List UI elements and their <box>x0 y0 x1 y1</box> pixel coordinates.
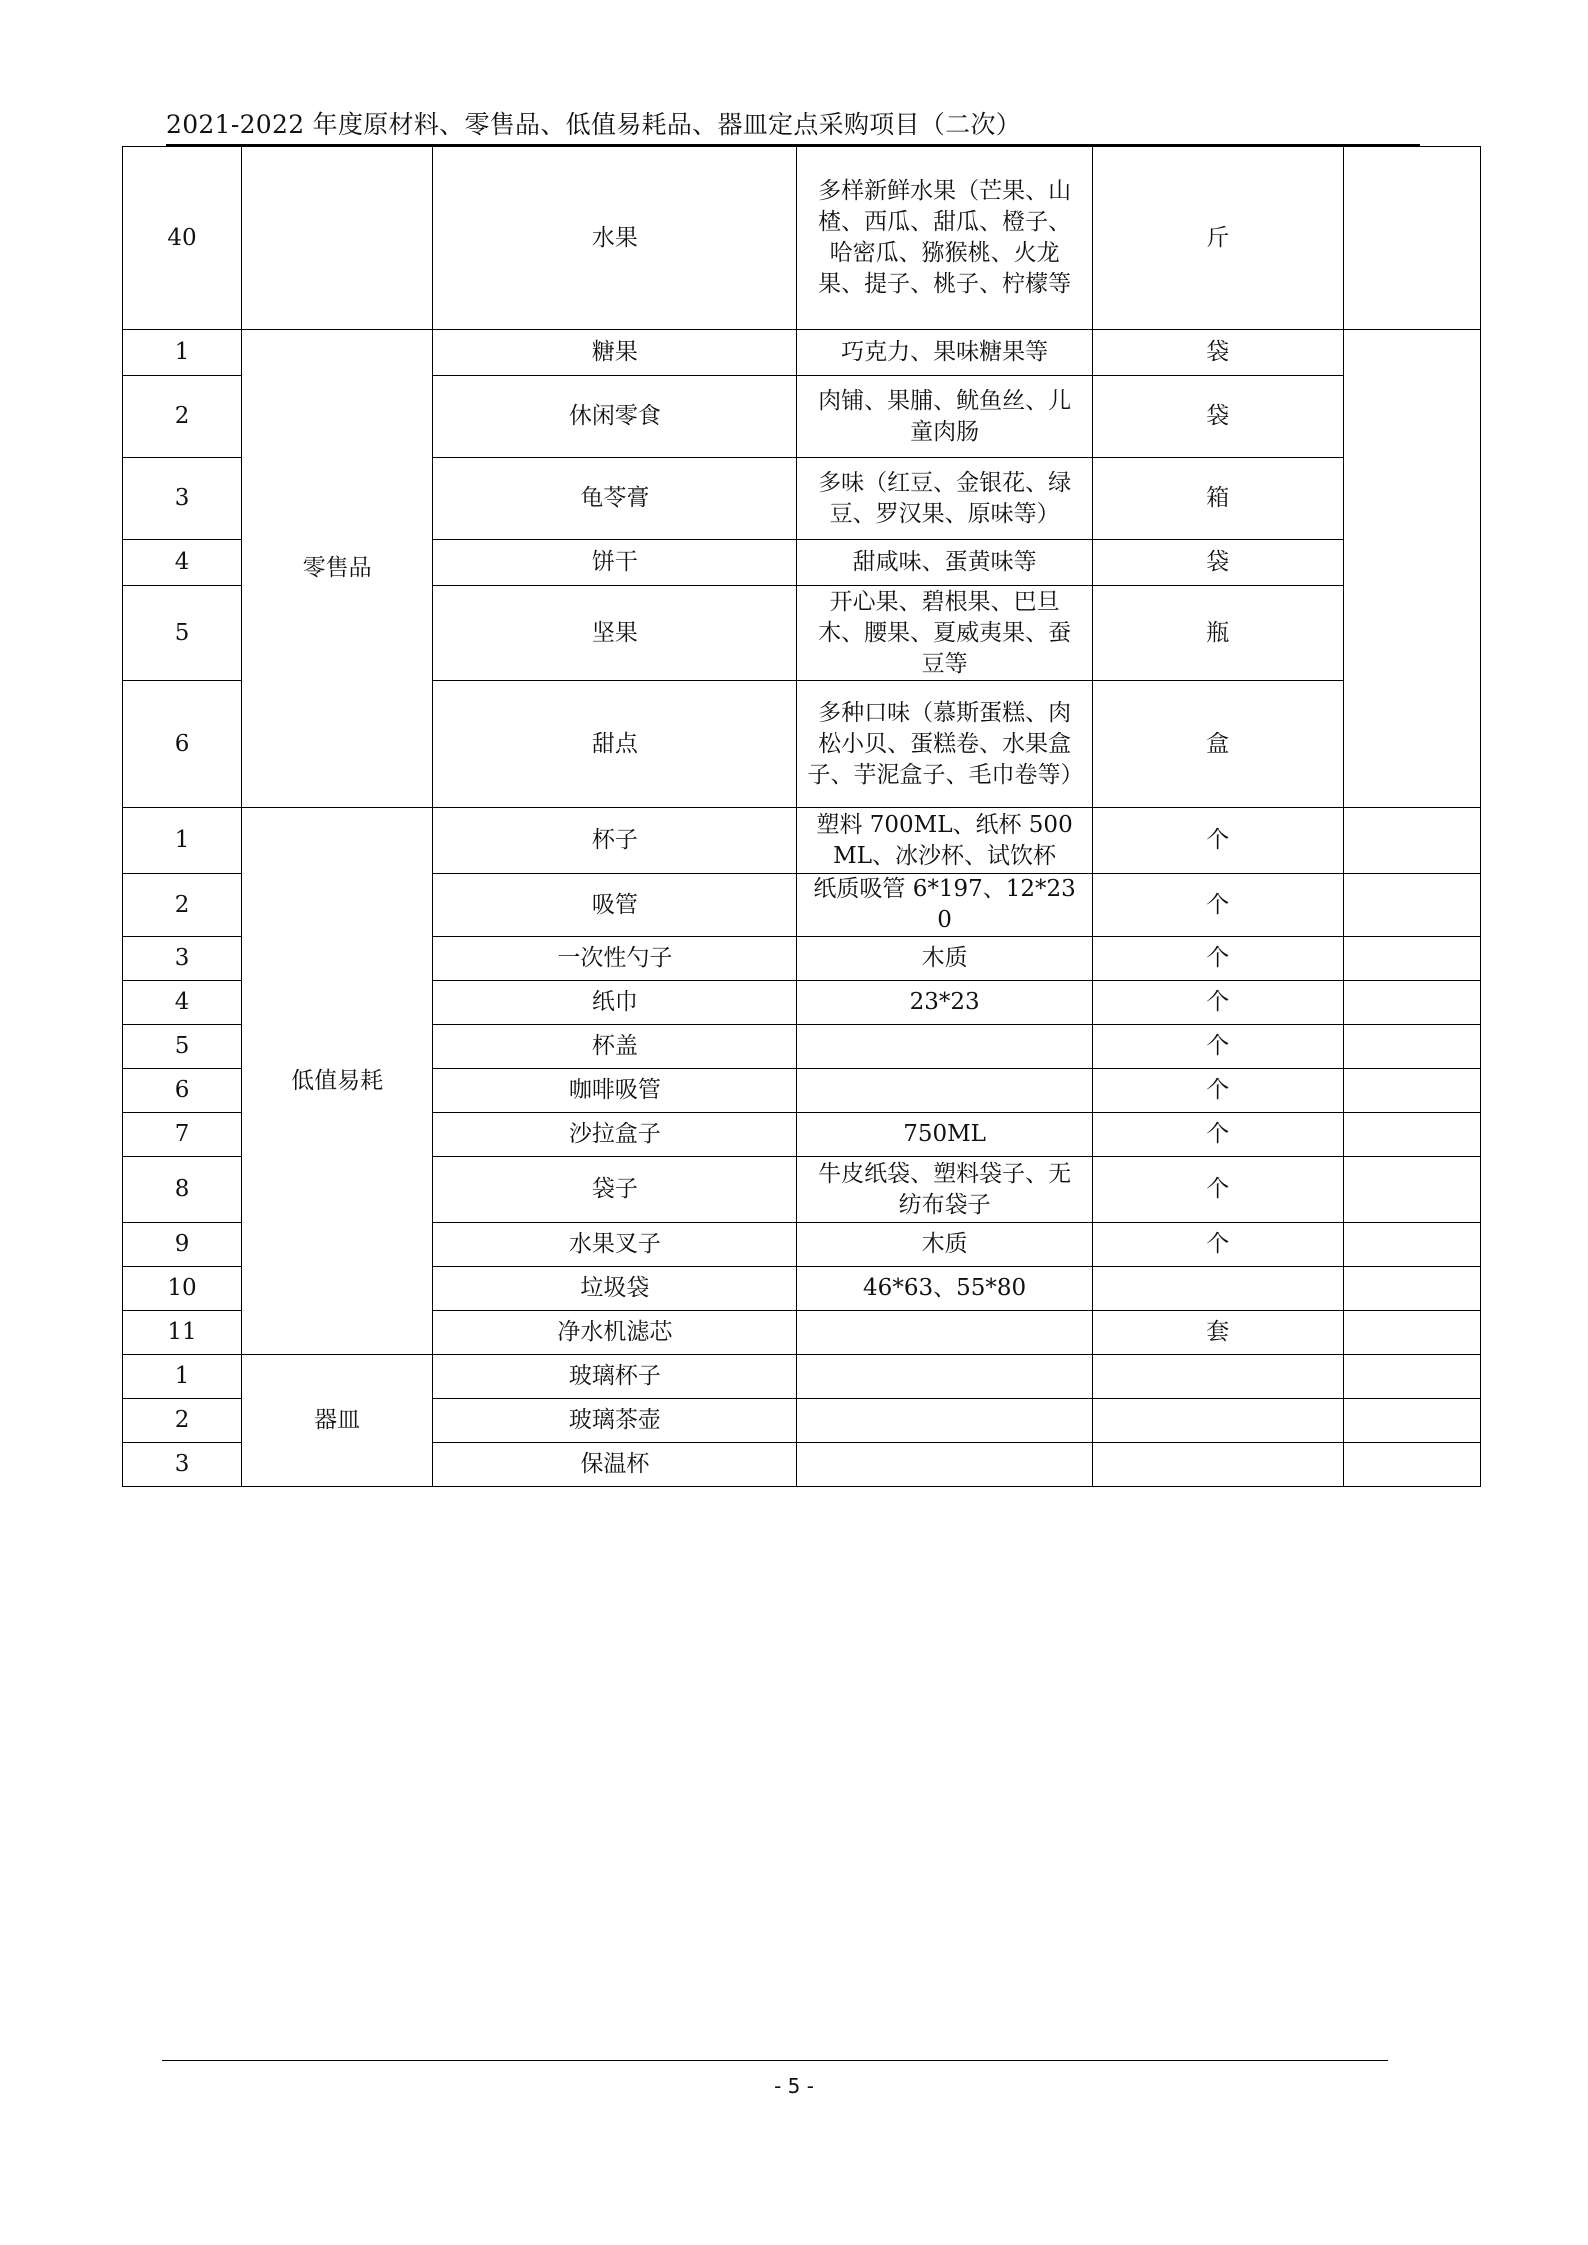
row-number: 9 <box>123 1223 242 1267</box>
table-row <box>123 330 1481 376</box>
item-unit: 个 <box>1092 1113 1343 1157</box>
extra-cell <box>1343 1157 1480 1223</box>
procurement-table <box>122 146 1481 1487</box>
extra-cell <box>1343 981 1480 1025</box>
row-number: 2 <box>123 874 242 937</box>
item-name: 水果叉子 <box>433 1223 797 1267</box>
row-number: 1 <box>123 330 242 376</box>
extra-cell <box>1343 808 1480 874</box>
row-number: 3 <box>123 458 242 540</box>
row-number: 2 <box>123 1399 242 1443</box>
page-number: - 5 - <box>774 2074 814 2098</box>
extra-cell <box>1343 1399 1480 1443</box>
category-consumables: 低值易耗 <box>242 808 433 1355</box>
item-unit: 个 <box>1092 1157 1343 1223</box>
extra-cell <box>1343 1443 1480 1487</box>
item-unit <box>1092 1443 1343 1487</box>
row-number: 4 <box>123 540 242 586</box>
item-name: 糖果 <box>433 330 797 376</box>
item-description: 750ML <box>797 1113 1092 1157</box>
table-row <box>123 1355 1481 1399</box>
extra-cell <box>1343 147 1480 330</box>
table-row <box>123 147 1481 330</box>
item-unit: 个 <box>1092 1223 1343 1267</box>
item-unit: 个 <box>1092 981 1343 1025</box>
item-description: 甜咸味、蛋黄味等 <box>797 540 1092 586</box>
item-description: 46*63、55*80 <box>797 1267 1092 1311</box>
item-description: 开心果、碧根果、巴旦木、腰果、夏威夷果、蚕豆等 <box>797 586 1092 681</box>
item-description: 牛皮纸袋、塑料袋子、无纺布袋子 <box>797 1157 1092 1223</box>
item-unit: 袋 <box>1092 376 1343 458</box>
item-unit: 瓶 <box>1092 586 1343 681</box>
category-utensils: 器皿 <box>242 1355 433 1487</box>
item-name: 甜点 <box>433 681 797 808</box>
item-unit: 个 <box>1092 1069 1343 1113</box>
item-unit: 套 <box>1092 1311 1343 1355</box>
item-unit: 个 <box>1092 937 1343 981</box>
item-name: 玻璃杯子 <box>433 1355 797 1399</box>
row-number: 6 <box>123 1069 242 1113</box>
item-unit: 箱 <box>1092 458 1343 540</box>
item-description: 木质 <box>797 1223 1092 1267</box>
item-name: 吸管 <box>433 874 797 937</box>
extra-cell <box>1343 937 1480 981</box>
item-name: 水果 <box>433 147 797 330</box>
item-name: 休闲零食 <box>433 376 797 458</box>
item-description <box>797 1443 1092 1487</box>
item-name: 坚果 <box>433 586 797 681</box>
item-description: 纸质吸管 6*197、12*230 <box>797 874 1092 937</box>
item-unit: 个 <box>1092 808 1343 874</box>
item-description: 塑料 700ML、纸杯 500ML、冰沙杯、试饮杯 <box>797 808 1092 874</box>
item-unit <box>1092 1399 1343 1443</box>
extra-cell <box>1343 1069 1480 1113</box>
item-description <box>797 1311 1092 1355</box>
footer-rule <box>162 2060 1388 2061</box>
item-unit: 袋 <box>1092 540 1343 586</box>
item-unit: 袋 <box>1092 330 1343 376</box>
row-number: 1 <box>123 808 242 874</box>
category-retail: 零售品 <box>242 330 433 808</box>
row-number: 3 <box>123 937 242 981</box>
row-number: 1 <box>123 1355 242 1399</box>
item-name: 杯盖 <box>433 1025 797 1069</box>
extra-cell <box>1343 1267 1480 1311</box>
extra-cell <box>1343 1113 1480 1157</box>
row-number: 6 <box>123 681 242 808</box>
item-name: 一次性勺子 <box>433 937 797 981</box>
row-number: 2 <box>123 376 242 458</box>
item-unit <box>1092 1355 1343 1399</box>
item-description <box>797 1399 1092 1443</box>
item-unit: 个 <box>1092 1025 1343 1069</box>
row-number: 5 <box>123 1025 242 1069</box>
extra-cell <box>1343 874 1480 937</box>
item-description <box>797 1069 1092 1113</box>
item-unit: 个 <box>1092 874 1343 937</box>
row-number: 40 <box>123 147 242 330</box>
item-description: 多种口味（慕斯蛋糕、肉松小贝、蛋糕卷、水果盒子、芋泥盒子、毛巾卷等） <box>797 681 1092 808</box>
item-name: 龟苓膏 <box>433 458 797 540</box>
item-description: 肉铺、果脯、鱿鱼丝、儿童肉肠 <box>797 376 1092 458</box>
item-name: 纸巾 <box>433 981 797 1025</box>
row-number: 11 <box>123 1311 242 1355</box>
extra-cell <box>1343 1355 1480 1399</box>
row-number: 8 <box>123 1157 242 1223</box>
item-description: 木质 <box>797 937 1092 981</box>
extra-cell <box>1343 330 1480 808</box>
row-number: 7 <box>123 1113 242 1157</box>
item-description: 巧克力、果味糖果等 <box>797 330 1092 376</box>
item-name: 杯子 <box>433 808 797 874</box>
item-name: 净水机滤芯 <box>433 1311 797 1355</box>
item-name: 袋子 <box>433 1157 797 1223</box>
item-unit: 盒 <box>1092 681 1343 808</box>
row-number: 10 <box>123 1267 242 1311</box>
extra-cell <box>1343 1223 1480 1267</box>
item-name: 咖啡吸管 <box>433 1069 797 1113</box>
item-description: 多样新鲜水果（芒果、山楂、西瓜、甜瓜、橙子、哈密瓜、猕猴桃、火龙果、提子、桃子、柠檬等 <box>797 147 1092 330</box>
row-number: 4 <box>123 981 242 1025</box>
category-cell <box>242 147 433 330</box>
extra-cell <box>1343 1311 1480 1355</box>
item-description: 23*23 <box>797 981 1092 1025</box>
item-description: 多味（红豆、金银花、绿豆、罗汉果、原味等） <box>797 458 1092 540</box>
item-unit: 斤 <box>1092 147 1343 330</box>
item-description <box>797 1355 1092 1399</box>
item-description <box>797 1025 1092 1069</box>
document-header: 2021-2022 年度原材料、零售品、低值易耗品、器皿定点采购项目（二次） <box>166 110 1022 139</box>
item-unit <box>1092 1267 1343 1311</box>
item-name: 饼干 <box>433 540 797 586</box>
row-number: 5 <box>123 586 242 681</box>
item-name: 沙拉盒子 <box>433 1113 797 1157</box>
item-name: 玻璃茶壶 <box>433 1399 797 1443</box>
table-row <box>123 808 1481 874</box>
item-name: 垃圾袋 <box>433 1267 797 1311</box>
extra-cell <box>1343 1025 1480 1069</box>
row-number: 3 <box>123 1443 242 1487</box>
item-name: 保温杯 <box>433 1443 797 1487</box>
